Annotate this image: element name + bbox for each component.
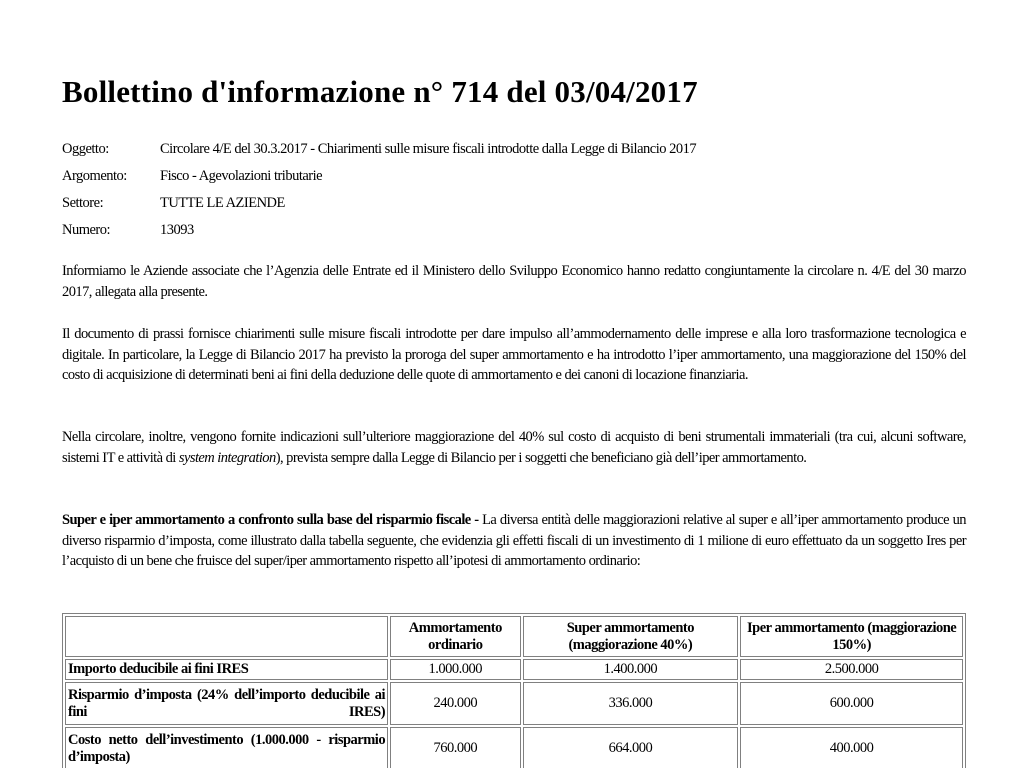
- meta-key: Oggetto:: [62, 141, 109, 157]
- table-row: [65, 727, 963, 768]
- row-label: Risparmio d’imposta (24% dell’importo deducibile ai fini IRES): [65, 682, 388, 725]
- comparison-table: [62, 613, 966, 768]
- row-label: Importo deducibile ai fini IRES: [65, 659, 388, 680]
- table-cell: 1.000.000: [390, 659, 520, 680]
- table-cell: 240.000: [390, 682, 520, 725]
- table-header-cell: Ammortamento ordinario: [390, 616, 520, 657]
- details-text-italic: system integration: [178, 449, 276, 466]
- table-cell: 760.000: [390, 727, 520, 768]
- comparison-paragraph: [62, 510, 966, 572]
- meta-key: Settore:: [62, 195, 104, 211]
- table-cell: 336.000: [523, 682, 739, 725]
- meta-value: Circolare 4/E del 30.3.2017 - Chiarimenti sulle misure fiscali introdotte dalla Legge di Bilancio 2017: [160, 141, 697, 157]
- table-cell: 1.400.000: [523, 659, 739, 680]
- meta-key: Argomento:: [62, 168, 127, 184]
- table-row: [65, 682, 963, 725]
- metadata-table: [62, 138, 966, 246]
- details-text-after: ), prevista sempre dalla Legge di Bilancio per i soggetti che beneficiano già dell’iper ammortamento.: [275, 449, 807, 466]
- details-paragraph: [62, 427, 966, 468]
- table-header-empty: [65, 616, 388, 657]
- table-cell: 2.500.000: [740, 659, 963, 680]
- meta-value: TUTTE LE AZIENDE: [160, 195, 285, 211]
- meta-value: Fisco - Agevolazioni tributarie: [160, 168, 323, 184]
- page-title: Bollettino d'informazione n° 714 del 03/04/2017: [62, 74, 698, 109]
- table-cell: 600.000: [740, 682, 963, 725]
- table-header-row: [65, 616, 963, 657]
- comparison-heading: Super e iper ammortamento a confronto sulla base del risparmio fiscale -: [62, 512, 479, 528]
- table-header-cell: Iper ammortamento (maggiorazione 150%): [740, 616, 963, 657]
- meta-row-settore: [62, 192, 966, 219]
- comparison-text: La diversa entità delle maggiorazioni relative al super e all’iper ammortamento produce un diverso risparmio d’imposta, come illustrato dalla tabella seguente, che evidenzia gli effetti fiscali di un investimento di 1 milione di euro effettuato da un soggetto Ires per l’acquisto di un bene che fruisce del super/iper ammortamento rispetto all’ipotesi di ammortamento ordinario:: [62, 512, 967, 569]
- meta-value: 13093: [160, 222, 194, 238]
- table-row: [65, 659, 963, 680]
- table-cell: 400.000: [740, 727, 963, 768]
- meta-row-oggetto: [62, 138, 966, 165]
- table-cell: 664.000: [523, 727, 739, 768]
- row-label: Costo netto dell’investimento (1.000.000 - risparmio d’imposta): [65, 727, 388, 768]
- table-header-cell: Super ammortamento (maggiorazione 40%): [523, 616, 739, 657]
- description-paragraph: Il documento di prassi fornisce chiarimenti sulle misure fiscali introdotte per dare impulso all’ammodernamento delle imprese e alla loro trasformazione tecnologica e digitale. In particolare, la Legge di Bilancio 2017 ha previsto la proroga del super ammortamento e ha introdotto l’iper ammortamento, una maggiorazione del 150% del costo di acquisizione di determinati beni ai fini della deduzione delle quote di ammortamento e dei canoni di locazione finanziaria.: [62, 326, 966, 383]
- meta-key: Numero:: [62, 222, 111, 238]
- details-text-before: Nella circolare, inoltre, vengono fornite indicazioni sull’ulteriore maggiorazione del 40% sul costo di acquisto di beni strumentali immateriali (tra cui, alcuni software, sistemi IT e attività di: [62, 429, 966, 466]
- meta-row-argomento: [62, 165, 966, 192]
- intro-paragraph: Informiamo le Aziende associate che l’Agenzia delle Entrate ed il Ministero dello Sviluppo Economico hanno redatto congiuntamente la circolare n. 4/E del 30 marzo 2017, allegata alla presente.: [62, 263, 966, 300]
- meta-row-numero: [62, 219, 966, 246]
